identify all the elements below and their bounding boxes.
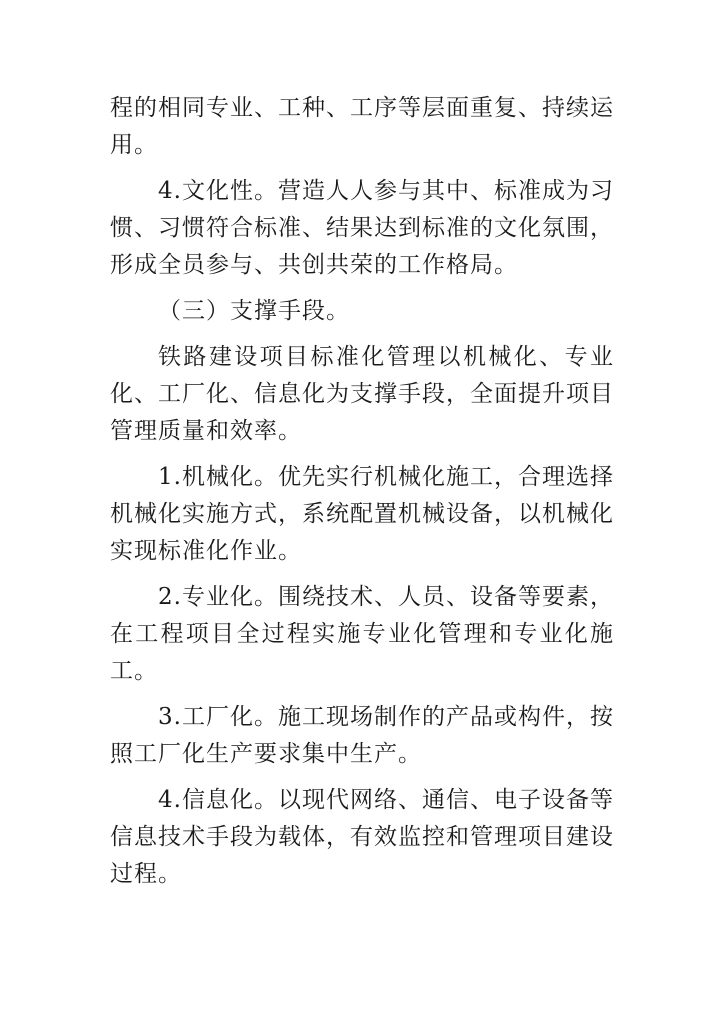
paragraph-mechanization: 1.机械化。优先实行机械化施工，合理选择机械化实施方式，系统配置机械设备，以机械化实现标准化作业。 — [110, 464, 614, 564]
document-body — [110, 90, 614, 902]
paragraph-specialization: 2.专业化。围绕技术、人员、设备等要素，在工程项目全过程实施专业化管理和专业化施工。 — [110, 584, 614, 684]
paragraph-culture: 4.文化性。营造人人参与其中、标准成为习惯、习惯符合标准、结果达到标准的文化氛围，形成全员参与、共创共荣的工作格局。 — [110, 178, 614, 278]
paragraph-support-intro: 铁路建设项目标准化管理以机械化、专业化、工厂化、信息化为支撑手段，全面提升项目管理质量和效率。 — [110, 344, 614, 444]
paragraph-continuation: 程的相同专业、工种、工序等层面重复、持续运用。 — [110, 95, 614, 158]
paragraph-industrialization: 3.工厂化。施工现场制作的产品或构件，按照工厂化生产要求集中生产。 — [110, 704, 614, 767]
section-heading-support-means: （三）支撑手段。 — [158, 298, 350, 324]
paragraph-informatization: 4.信息化。以现代网络、通信、电子设备等信息技术手段为载体，有效监控和管理项目建设过程。 — [110, 787, 614, 887]
